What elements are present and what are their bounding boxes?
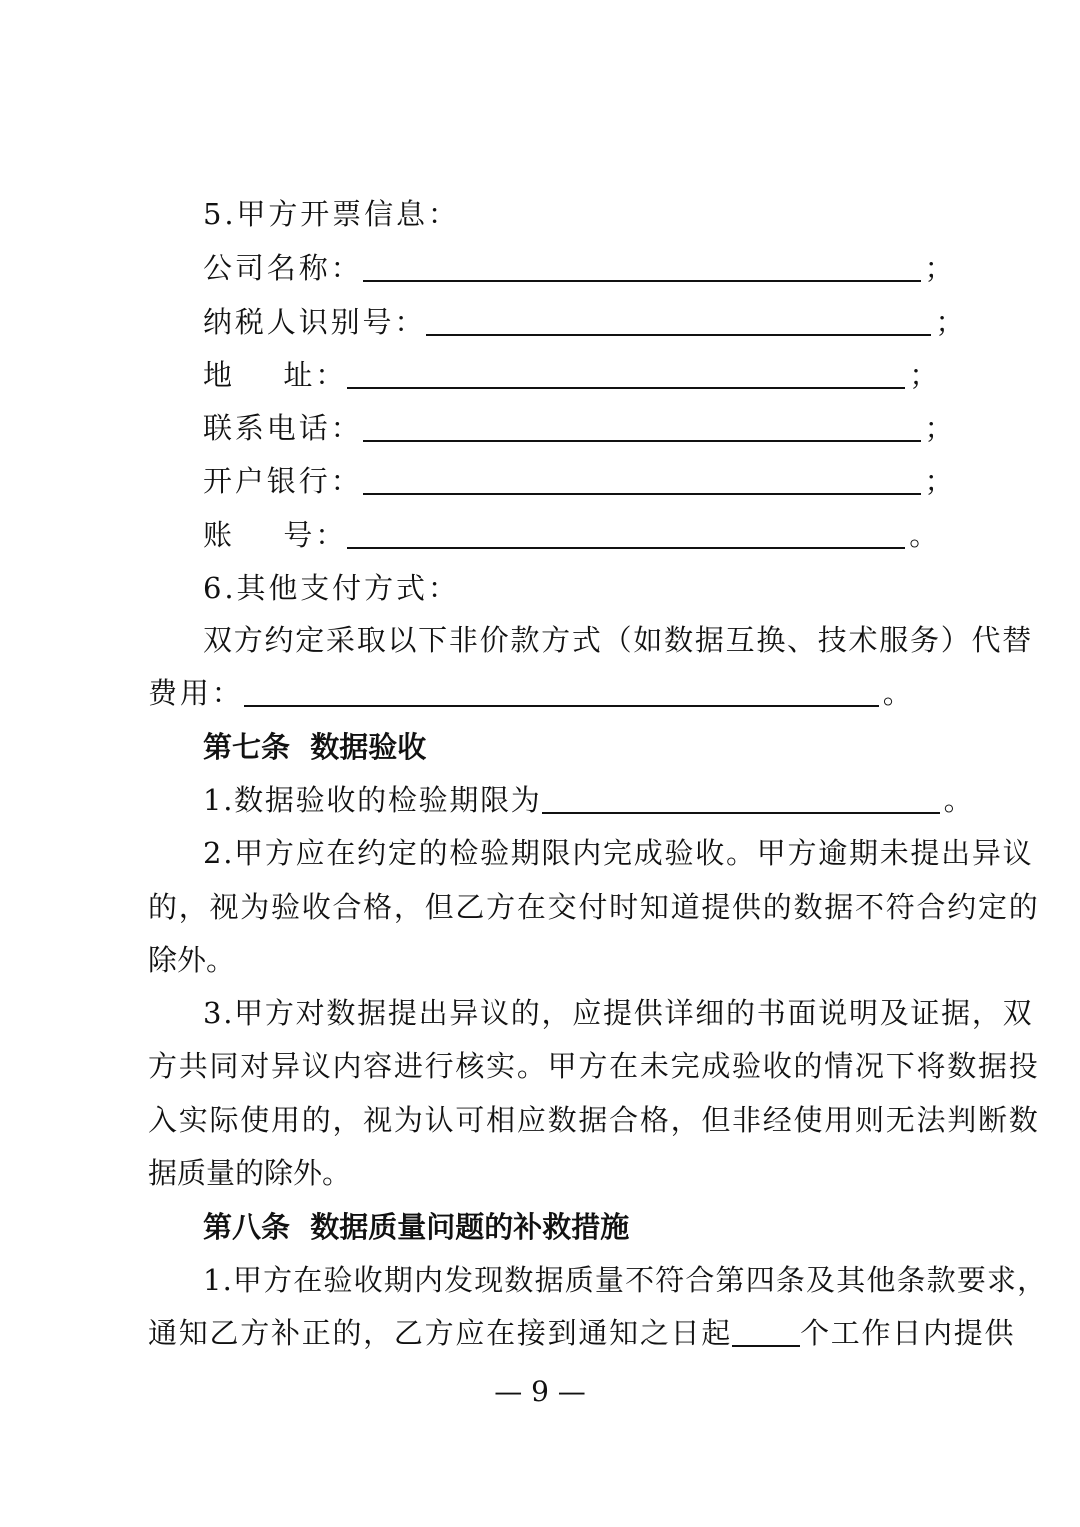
other-payment-label: 费用： xyxy=(148,676,244,710)
tax-id-label: 纳税人识别号： xyxy=(203,305,427,339)
account-blank[interactable] xyxy=(347,517,905,549)
billing-info-heading: 5.甲方开票信息： xyxy=(203,197,460,231)
other-payment-end: 。 xyxy=(882,676,912,710)
account-label: 账 号： xyxy=(203,518,348,552)
article7-item1-end: 。 xyxy=(943,783,973,817)
article8-item1-line2 xyxy=(148,1313,1015,1353)
address-label: 地 址： xyxy=(203,358,348,392)
article7-item2-line1: 2.甲方应在约定的检验期限内完成验收。甲方逾期未提出异议 xyxy=(203,836,1034,870)
article8-item1-text-b: 个工作日内提供 xyxy=(800,1316,1016,1350)
tax-id-row xyxy=(203,302,964,342)
other-payment-row xyxy=(148,673,912,713)
article7-title: 第七条 数据验收 xyxy=(203,730,427,764)
phone-label: 联系电话： xyxy=(203,411,363,445)
article8-item1-line1: 1.甲方在验收期内发现数据质量不符合第四条及其他条款要求， xyxy=(203,1263,1048,1297)
article7-item3-line2: 方共同对异议内容进行核实。甲方在未完成验收的情况下将数据投 xyxy=(148,1049,1040,1083)
other-payment-heading: 6.其他支付方式： xyxy=(203,571,460,605)
bank-blank[interactable] xyxy=(363,463,921,495)
company-name-blank[interactable] xyxy=(363,250,921,282)
bank-label: 开户银行： xyxy=(203,464,363,498)
bank-end: ； xyxy=(924,464,954,498)
working-days-blank[interactable] xyxy=(732,1315,800,1347)
other-payment-blank[interactable] xyxy=(244,675,879,707)
article7-item3-line4: 据质量的除外。 xyxy=(148,1156,352,1190)
address-blank[interactable] xyxy=(347,357,905,389)
address-end: ； xyxy=(909,358,939,392)
page-number: — 9 — xyxy=(494,1375,586,1408)
phone-blank[interactable] xyxy=(363,410,921,442)
article8-item1-text-a: 通知乙方补正的，乙方应在接到通知之日起 xyxy=(148,1316,733,1350)
article7-item1-row xyxy=(203,780,973,820)
inspection-period-blank[interactable] xyxy=(542,782,940,814)
other-payment-text-line1: 双方约定采取以下非价款方式（如数据互换、技术服务）代替 xyxy=(203,623,1033,657)
tax-id-blank[interactable] xyxy=(426,304,931,336)
tax-id-end: ； xyxy=(935,305,965,339)
bank-row xyxy=(203,461,954,501)
article7-item1-text: 1.数据验收的检验期限为 xyxy=(203,783,542,817)
article7-item3-line3: 入实际使用的，视为认可相应数据合格，但非经使用则无法判断数 xyxy=(148,1103,1040,1137)
account-row xyxy=(203,515,938,555)
article8-title: 第八条 数据质量问题的补救措施 xyxy=(203,1210,630,1244)
account-end: 。 xyxy=(909,518,939,552)
phone-end: ； xyxy=(924,411,954,445)
company-name-row xyxy=(203,248,954,288)
article7-item2-line2: 的，视为验收合格，但乙方在交付时知道提供的数据不符合约定的 xyxy=(148,890,1040,924)
address-row xyxy=(203,355,938,395)
company-name-label: 公司名称： xyxy=(203,251,363,285)
company-name-end: ； xyxy=(924,251,954,285)
article7-item2-line3: 除外。 xyxy=(148,943,236,977)
phone-row xyxy=(203,408,954,448)
article7-item3-line1: 3.甲方对数据提出异议的，应提供详细的书面说明及证据，双 xyxy=(203,996,1034,1030)
